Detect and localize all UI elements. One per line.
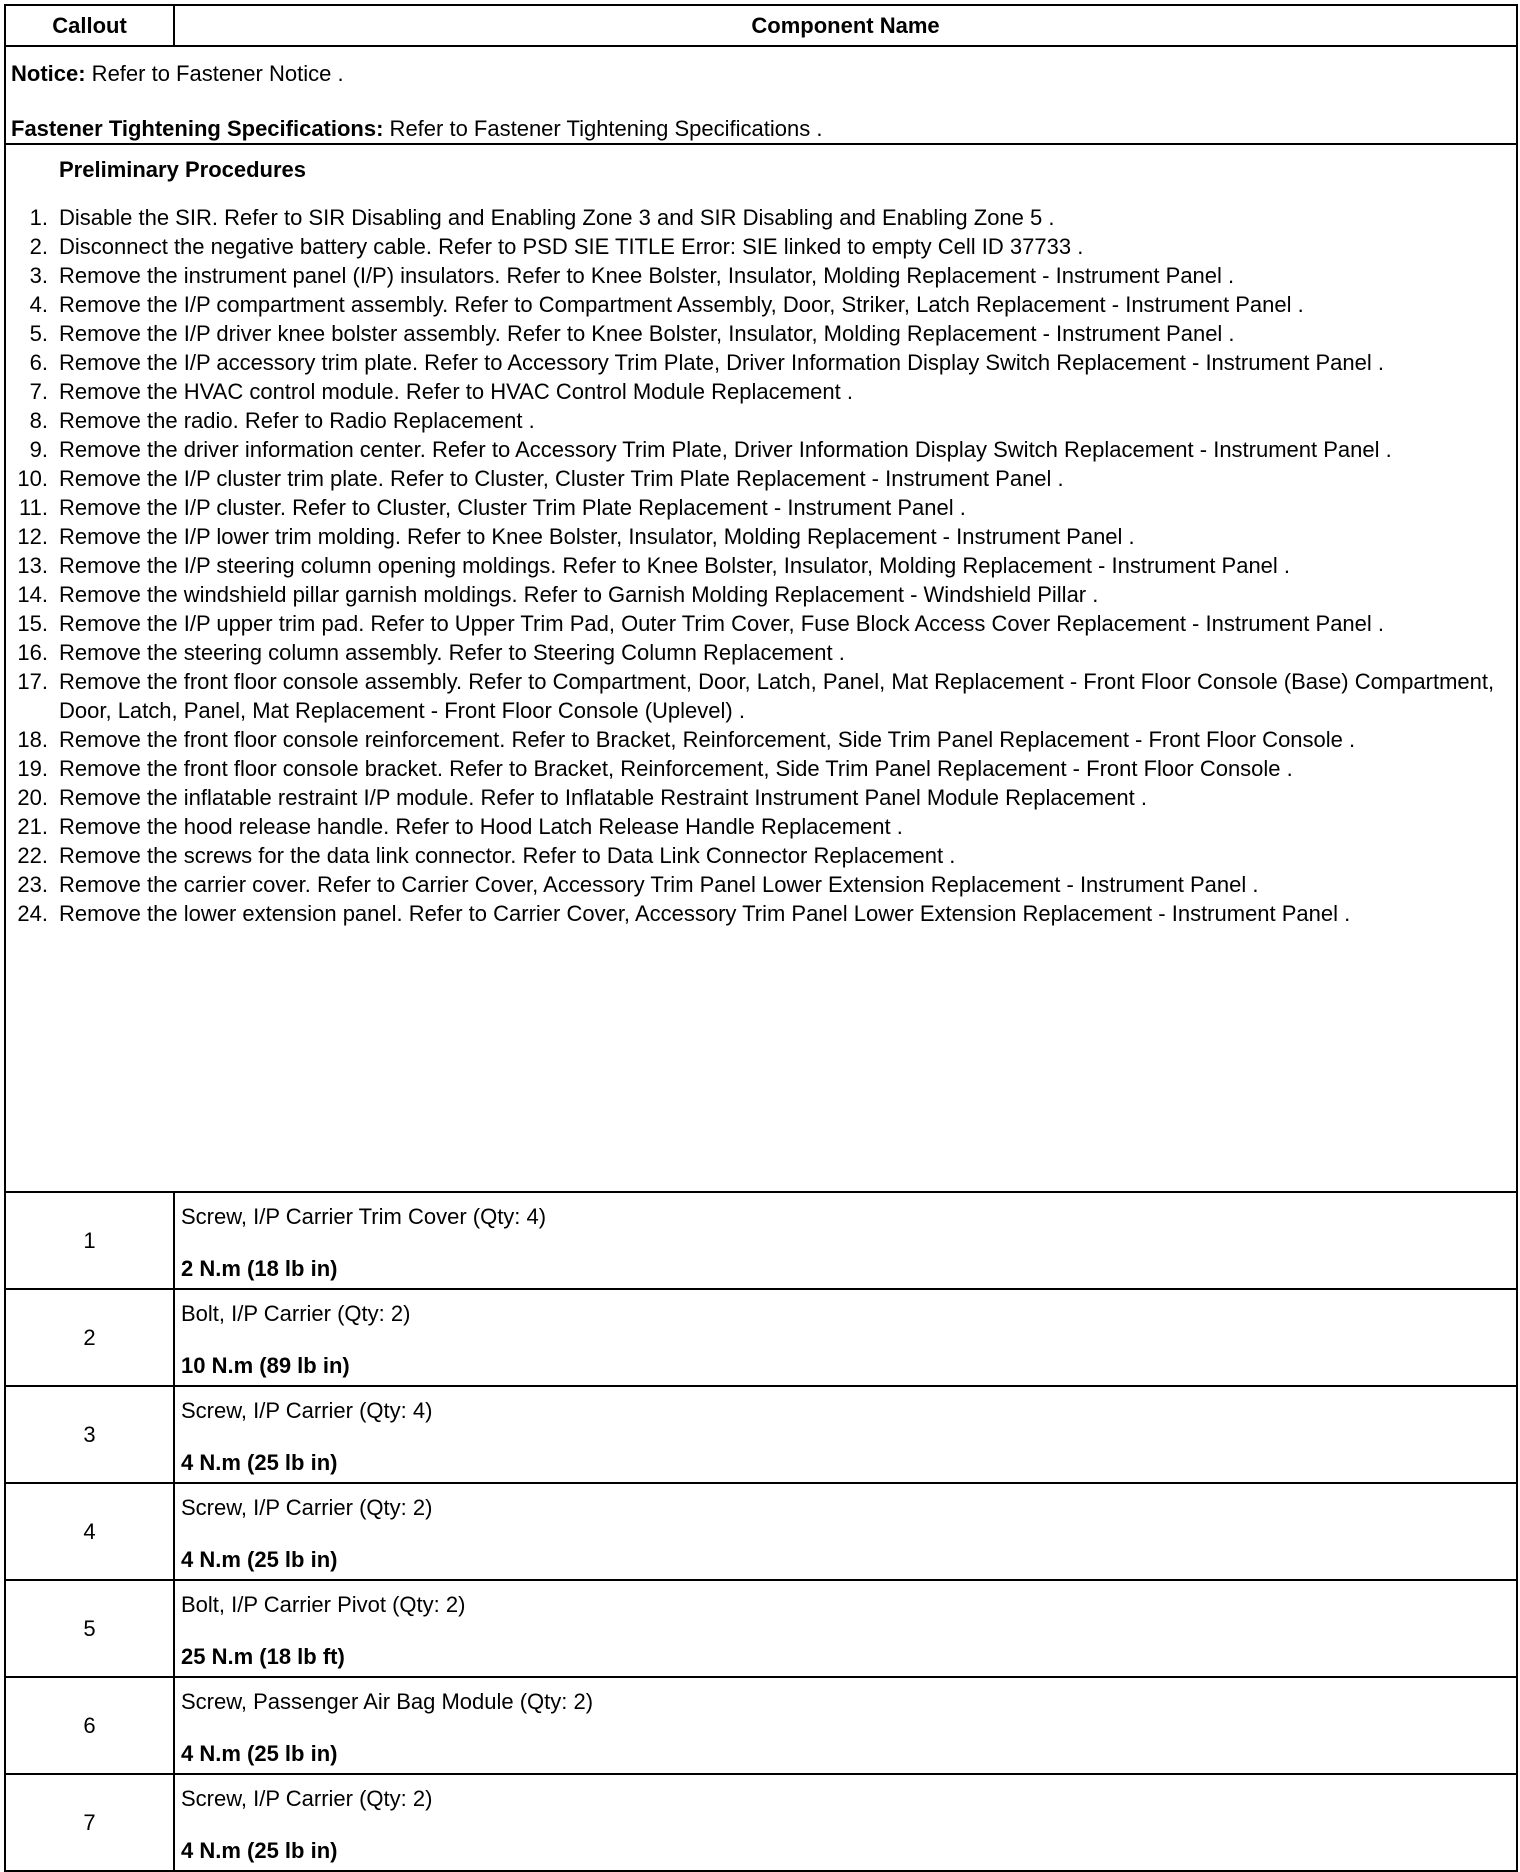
component-cell [174,1774,1517,1871]
procedure-step [6,638,1516,667]
step-text: Remove the front floor console reinforcement. Refer to Bracket, Reinforcement, Side Trim Panel Replacement - Front Floor Console . [59,727,1356,752]
component-table [4,4,1518,1872]
step-number: 8. [29,408,48,433]
fastener-spec-text: Refer to Fastener Tightening Specifications . [383,116,823,141]
component-cell [174,1677,1517,1774]
component-name: Screw, I/P Carrier Trim Cover (Qty: 4) [181,1204,547,1229]
step-number: 20. [17,785,48,810]
step-text: Remove the I/P driver knee bolster assembly. Refer to Knee Bolster, Insulator, Molding Replacement - Instrument Panel . [59,321,1235,346]
component-row [5,1580,1517,1677]
procedure-step [6,232,1516,261]
step-number: 21. [17,814,48,839]
procedure-step [6,290,1516,319]
step-number: 22. [17,843,48,868]
step-text: Remove the front floor console assembly. Refer to Compartment, Door, Latch, Panel, Mat Replacement - Front Floor Console (Base) Compartment, Door, Latch, Panel, Mat Replacement - Front Floor Console (Uplevel) . [59,669,1495,723]
step-text: Disconnect the negative battery cable. Refer to PSD SIE TITLE Error: SIE linked to empty Cell ID 37733 . [59,234,1084,259]
step-text: Remove the screws for the data link connector. Refer to Data Link Connector Replacement . [59,843,956,868]
step-text: Remove the I/P steering column opening moldings. Refer to Knee Bolster, Insulator, Molding Replacement - Instrument Panel . [59,553,1291,578]
preliminary-title: Preliminary Procedures [59,157,307,182]
component-name: Bolt, I/P Carrier Pivot (Qty: 2) [181,1592,466,1617]
step-text: Remove the I/P upper trim pad. Refer to Upper Trim Pad, Outer Trim Cover, Fuse Block Access Cover Replacement - Instrument Panel . [59,611,1385,636]
step-number: 11. [19,495,48,520]
step-number: 24. [17,901,48,926]
header-row [5,5,1517,46]
procedure-step [6,812,1516,841]
step-text: Remove the carrier cover. Refer to Carrier Cover, Accessory Trim Panel Lower Extension Replacement - Instrument Panel . [59,872,1259,897]
step-number: 13. [17,553,48,578]
step-number: 2. [29,234,48,259]
torque-spec: 25 N.m (18 lb ft) [181,1644,345,1669]
procedure-list [6,203,1516,928]
step-text: Remove the hood release handle. Refer to Hood Latch Release Handle Replacement . [59,814,903,839]
step-number: 3. [29,263,48,288]
step-number: 23. [17,872,48,897]
step-number: 6. [29,350,48,375]
torque-spec: 2 N.m (18 lb in) [181,1256,338,1281]
step-text: Remove the lower extension panel. Refer to Carrier Cover, Accessory Trim Panel Lower Extension Replacement - Instrument Panel . [59,901,1351,926]
torque-spec: 10 N.m (89 lb in) [181,1353,350,1378]
step-text: Remove the driver information center. Refer to Accessory Trim Plate, Driver Information Display Switch Replacement - Instrument Panel . [59,437,1392,462]
notice-cell [5,46,1517,144]
step-number: 17. [17,669,48,694]
procedure-step [6,261,1516,290]
step-number: 16. [17,640,48,665]
callout-header: Callout [5,5,174,46]
step-number: 9. [29,437,48,462]
procedure-step [6,725,1516,754]
procedure-step [6,522,1516,551]
step-number: 14. [17,582,48,607]
step-text: Remove the I/P compartment assembly. Refer to Compartment Assembly, Door, Striker, Latch Replacement - Instrument Panel . [59,292,1304,317]
callout-number: 5 [5,1580,174,1677]
step-text: Remove the I/P cluster trim plate. Refer to Cluster, Cluster Trim Plate Replacement - Instrument Panel . [59,466,1064,491]
component-name: Screw, I/P Carrier (Qty: 2) [181,1495,433,1520]
step-number: 10. [17,466,48,491]
step-text: Remove the I/P lower trim molding. Refer to Knee Bolster, Insulator, Molding Replacement - Instrument Panel . [59,524,1135,549]
callout-number: 1 [5,1192,174,1289]
torque-spec: 4 N.m (25 lb in) [181,1547,338,1572]
component-name: Screw, I/P Carrier (Qty: 2) [181,1786,433,1811]
component-row [5,1483,1517,1580]
step-text: Disable the SIR. Refer to SIR Disabling and Enabling Zone 3 and SIR Disabling and Enabling Zone 5 . [59,205,1055,230]
torque-spec: 4 N.m (25 lb in) [181,1741,338,1766]
procedure-step [6,348,1516,377]
step-number: 12. [17,524,48,549]
component-cell [174,1580,1517,1677]
callout-number: 3 [5,1386,174,1483]
procedure-step [6,841,1516,870]
step-text: Remove the I/P accessory trim plate. Refer to Accessory Trim Plate, Driver Information Display Switch Replacement - Instrument Panel . [59,350,1384,375]
procedure-step [6,609,1516,638]
component-row [5,1192,1517,1289]
procedure-step [6,783,1516,812]
fastener-spec-label: Fastener Tightening Specifications: [11,116,384,141]
procedure-step [6,435,1516,464]
step-number: 15. [17,611,48,636]
procedure-step [6,319,1516,348]
callout-number: 2 [5,1289,174,1386]
step-number: 18. [17,727,48,752]
component-cell [174,1483,1517,1580]
callout-number: 4 [5,1483,174,1580]
procedure-step [6,870,1516,899]
preliminary-row [5,144,1517,1192]
component-cell [174,1386,1517,1483]
step-text: Remove the front floor console bracket. Refer to Bracket, Reinforcement, Side Trim Panel Replacement - Front Floor Console . [59,756,1293,781]
torque-spec: 4 N.m (25 lb in) [181,1838,338,1863]
component-name: Screw, Passenger Air Bag Module (Qty: 2) [181,1689,594,1714]
procedure-step [6,493,1516,522]
step-text: Remove the windshield pillar garnish moldings. Refer to Garnish Molding Replacement - Windshield Pillar . [59,582,1099,607]
component-cell [174,1192,1517,1289]
procedure-step [6,899,1516,928]
step-text: Remove the instrument panel (I/P) insulators. Refer to Knee Bolster, Insulator, Molding Replacement - Instrument Panel . [59,263,1235,288]
procedure-step [6,464,1516,493]
step-number: 5. [29,321,48,346]
step-text: Remove the HVAC control module. Refer to HVAC Control Module Replacement . [59,379,853,404]
step-number: 4. [29,292,48,317]
step-text: Remove the I/P cluster. Refer to Cluster, Cluster Trim Plate Replacement - Instrument Panel . [59,495,966,520]
procedure-step [6,754,1516,783]
preliminary-cell [5,144,1517,1192]
component-name-header: Component Name [174,5,1517,46]
torque-spec: 4 N.m (25 lb in) [181,1450,338,1475]
step-number: 19. [17,756,48,781]
procedure-step [6,203,1516,232]
component-name: Screw, I/P Carrier (Qty: 4) [181,1398,433,1423]
component-row [5,1677,1517,1774]
component-row [5,1386,1517,1483]
component-row [5,1289,1517,1386]
notice-row [5,46,1517,144]
callout-number: 6 [5,1677,174,1774]
step-number: 7. [29,379,48,404]
notice-label: Notice: [11,61,86,86]
fastener-spec-line [11,116,1520,142]
step-text: Remove the inflatable restraint I/P module. Refer to Inflatable Restraint Instrument Panel Module Replacement . [59,785,1147,810]
procedure-step [6,406,1516,435]
procedure-step [6,667,1516,725]
notice-line [11,61,1520,87]
callout-number: 7 [5,1774,174,1871]
procedure-step [6,551,1516,580]
procedure-step [6,580,1516,609]
component-cell [174,1289,1517,1386]
component-name: Bolt, I/P Carrier (Qty: 2) [181,1301,411,1326]
component-row [5,1774,1517,1871]
step-number: 1. [29,205,48,230]
step-text: Remove the radio. Refer to Radio Replacement . [59,408,535,433]
step-text: Remove the steering column assembly. Refer to Steering Column Replacement . [59,640,845,665]
notice-text: Refer to Fastener Notice . [85,61,344,86]
procedure-step [6,377,1516,406]
